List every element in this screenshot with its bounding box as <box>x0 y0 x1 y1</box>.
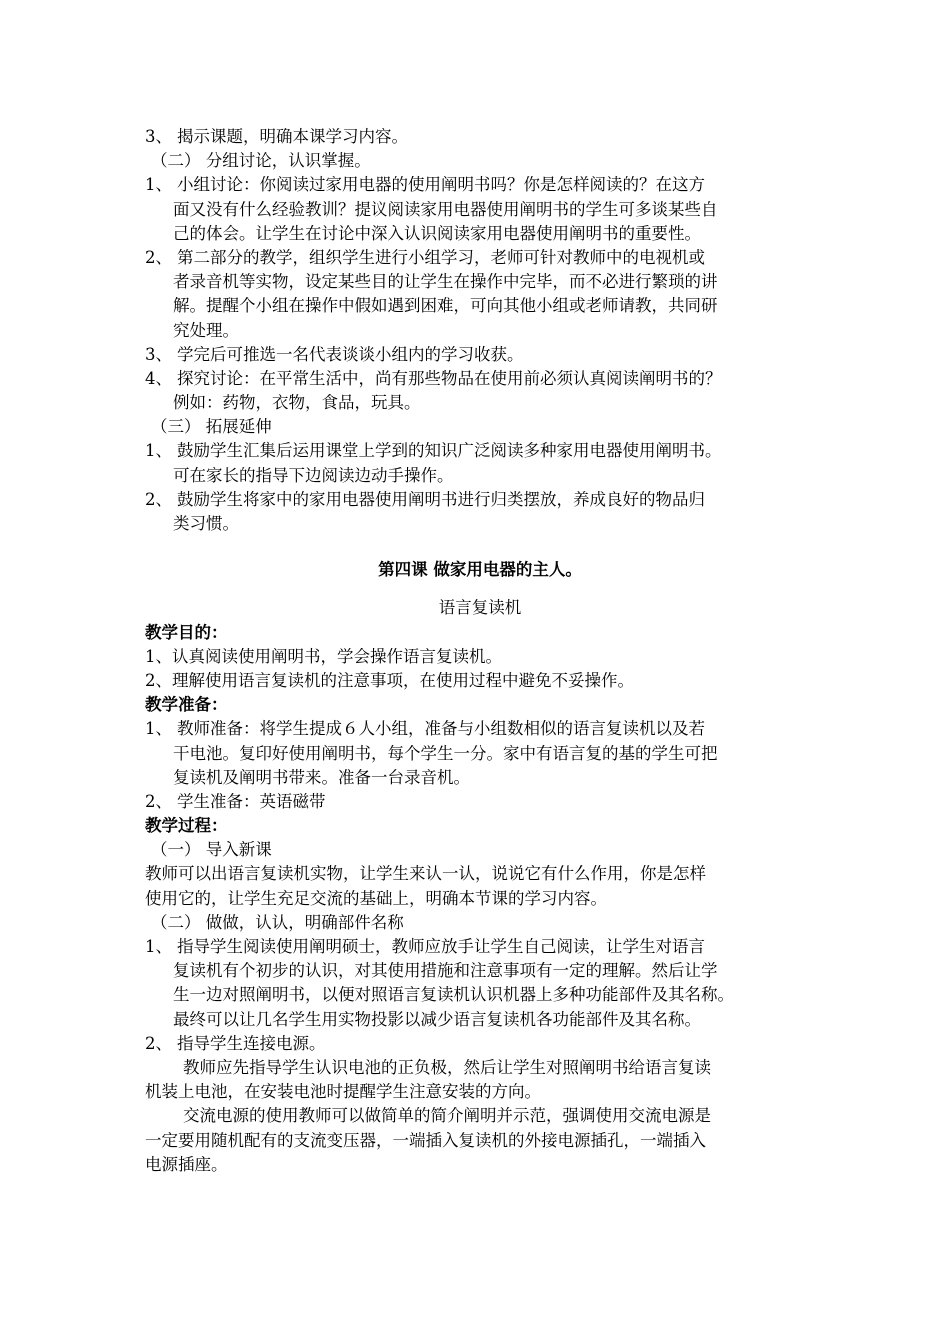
section-heading: （二） 做做，认认，明确部件名称 <box>151 912 404 932</box>
list-text: 教师准备：将学生提成６人小组，准备与小组数相似的语言复读机以及若 <box>177 719 705 739</box>
list-item <box>145 935 815 959</box>
paragraph-line: 教师应先指导学生认识电池的正负极，然后让学生对照阐明书给语言复读 <box>183 1057 711 1077</box>
list-text: 指导学生连接电源。 <box>177 1033 326 1053</box>
paragraph-line: 电源插座。 <box>145 1154 228 1174</box>
list-number: 2、 <box>145 489 172 509</box>
list-text-continued: 生一边对照阐明书，以便对照语言复读机认识机器上多种功能部件及其名称。 <box>173 985 734 1005</box>
list-text: 鼓励学生汇集后运用课堂上学到的知识广泛阅读多种家用电器使用阐明书。 <box>177 441 722 461</box>
list-number: 1、 <box>145 175 172 195</box>
paragraph-line: 一定要用随机配有的支流变压器，一端插入复读机的外接电源插孔，一端插入 <box>145 1130 706 1150</box>
paragraph-line: 交流电源的使用教师可以做简单的简介阐明并示范，强调使用交流电源是 <box>183 1106 711 1126</box>
list-text-continued: 可在家长的指导下边阅读边动手操作。 <box>173 465 454 485</box>
goals-heading: 教学目的： <box>145 622 228 642</box>
list-item <box>145 246 815 270</box>
list-number: 1、 <box>145 441 172 461</box>
list-text-continued: 类习惯。 <box>173 514 239 533</box>
list-number: 4、 <box>145 368 172 388</box>
list-item <box>145 1032 815 1056</box>
list-text-continued: 干电池。复印好使用阐明书，每个学生一分。家中有语言复的基的学生可把 <box>173 743 718 763</box>
list-number: 1、 <box>145 937 172 956</box>
document-body <box>145 125 815 1177</box>
list-number: 2、 <box>145 247 172 267</box>
goal-item: 2、理解使用语言复读机的注意事项，在使用过程中避免不妥操作。 <box>145 670 634 690</box>
section-heading: （三） 拓展延伸 <box>151 417 272 437</box>
list-item <box>145 343 815 367</box>
goal-item: 1、认真阅读使用阐明书，学会操作语言复读机。 <box>145 646 502 666</box>
list-text: 学完后可推选一名代表谈谈小组内的学习收获。 <box>177 344 524 364</box>
prep-heading: 教学准备： <box>145 695 228 715</box>
list-text-continued: 究处理。 <box>173 320 239 340</box>
list-number: 3、 <box>145 127 172 146</box>
list-text-continued: 面又没有什么经验教训？提议阅读家用电器使用阐明书的学生可多谈某些自 <box>173 199 718 219</box>
list-item <box>145 488 815 512</box>
paragraph-line: 教师可以出语言复读机实物，让学生来认一认，说说它有什么作用，你是怎样 <box>145 864 706 884</box>
list-text-continued: 最终可以让几名学生用实物投影以减少语言复读机各功能部件及其名称。 <box>173 1009 701 1029</box>
list-text-continued: 己的体会。让学生在讨论中深入认识阅读家用电器使用阐明书的重要性。 <box>173 223 701 243</box>
list-text-continued: 例如：药物，衣物，食品，玩具。 <box>173 393 421 413</box>
list-item <box>145 173 815 197</box>
list-text: 第二部分的教学，组织学生进行小组学习，老师可针对教师中的电视机或 <box>177 247 705 267</box>
list-text-continued: 复读机及阐明书带来。准备一台录音机。 <box>173 767 470 787</box>
list-item <box>145 717 815 741</box>
list-text-continued: 解。提醒个小组在操作中假如遇到困难，可向其他小组或老师请教，共同研 <box>173 296 718 316</box>
list-text: 鼓励学生将家中的家用电器使用阐明书进行归类摆放，养成良好的物品归 <box>177 489 705 509</box>
list-text: 学生准备：英语磁带 <box>177 791 326 811</box>
list-text: 揭示课题，明确本课学习内容。 <box>177 127 408 146</box>
list-number: 2、 <box>145 1033 172 1053</box>
paragraph-line: 机装上电池，在安装电池时提醒学生注意安装的方向。 <box>145 1082 541 1102</box>
list-item <box>145 439 815 463</box>
section-heading: （二） 分组讨论，认识掌握。 <box>151 151 371 171</box>
list-number: 2、 <box>145 791 172 811</box>
section-heading: （一） 导入新课 <box>151 840 272 860</box>
process-heading: 教学过程： <box>145 816 228 836</box>
list-text-continued: 者录音机等实物，设定某些目的让学生在操作中完毕，而不必进行繁琐的讲 <box>173 272 718 292</box>
list-item <box>145 790 815 814</box>
list-text: 指导学生阅读使用阐明硕士，教师应放手让学生自己阅读，让学生对语言 <box>177 937 705 956</box>
list-text: 探究讨论：在平常生活中，尚有那些物品在使用前必须认真阅读阐明书的？ <box>177 368 722 388</box>
list-number: 1、 <box>145 719 172 739</box>
paragraph-line: 使用它的，让学生充足交流的基础上，明确本节课的学习内容。 <box>145 888 607 908</box>
lesson-title: 第四课 做家用电器的主人。 <box>378 560 582 580</box>
lesson-subtitle: 语言复读机 <box>438 598 522 618</box>
list-item <box>145 125 815 149</box>
list-text: 小组讨论：你阅读过家用电器的使用阐明书吗？你是怎样阅读的？在这方 <box>177 175 705 195</box>
list-item <box>145 367 815 391</box>
list-text-continued: 复读机有个初步的认识，对其使用措施和注意事项有一定的理解。然后让学 <box>173 961 718 981</box>
list-number: 3、 <box>145 344 172 364</box>
